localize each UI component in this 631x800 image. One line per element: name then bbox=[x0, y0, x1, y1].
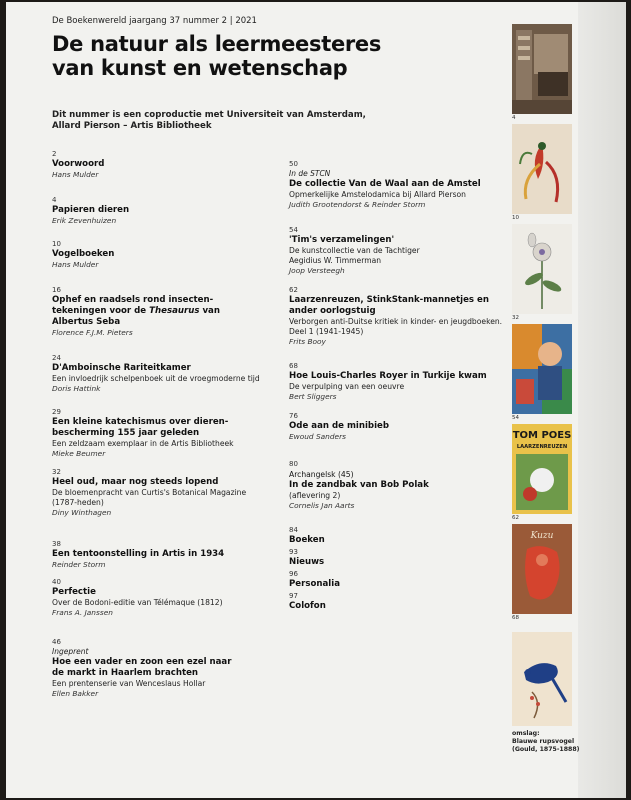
toc-entry-author: Erik Zevenhuizen bbox=[52, 216, 117, 225]
thumbnail-kuzu-cover bbox=[512, 524, 572, 614]
toc-entry-title: Een tentoonstelling in Artis in 1934 bbox=[52, 549, 225, 559]
thumbnail-kuzu-title: Kuzu bbox=[530, 531, 554, 541]
toc-entry bbox=[52, 240, 280, 270]
toc-entry bbox=[52, 354, 280, 394]
toc-entry-subtitle: Een invloedrijk schelpenboek uit de vroegmoderne tijd bbox=[52, 374, 260, 383]
toc-entry-title: Ophef en raadsels rond insecten- bbox=[52, 295, 214, 305]
toc-page-number: 2 bbox=[52, 150, 57, 158]
toc-page-number: 32 bbox=[52, 468, 61, 476]
toc-entry bbox=[52, 540, 280, 570]
toc-page-number: 38 bbox=[52, 540, 61, 548]
toc-page-number: 68 bbox=[289, 362, 298, 370]
toc-entry-title: Een kleine katechismus over dieren- bbox=[52, 417, 229, 427]
toc-entry-title: De collectie Van de Waal aan de Amstel bbox=[289, 179, 481, 189]
toc-entry-author: Ellen Bakker bbox=[52, 689, 99, 698]
cover-caption-line: omslag: bbox=[512, 730, 540, 737]
thumbnail-tom-poes-title: TOM POES bbox=[512, 430, 572, 441]
toc-entry-subtitle: De bloemenpracht van Curtis's Botanical Magazine bbox=[52, 488, 247, 497]
toc-entry-author: Mieke Beumer bbox=[52, 449, 106, 458]
toc-entry-author: Doris Hattink bbox=[52, 384, 101, 393]
thumbnail-bird-illustration bbox=[512, 124, 572, 214]
toc-entry-title: Archangelsk (45) bbox=[289, 470, 354, 479]
toc-entry bbox=[289, 160, 514, 210]
adjacent-page-edge bbox=[578, 2, 626, 798]
toc-entry-subtitle: De verpulping van een oeuvre bbox=[289, 382, 405, 391]
toc-entry bbox=[52, 408, 280, 459]
magazine-page bbox=[6, 2, 626, 798]
toc-entry-author: Cornelis Jan Aarts bbox=[289, 501, 355, 510]
toc-page-number: 46 bbox=[52, 638, 61, 646]
toc-entry bbox=[289, 286, 514, 347]
thumbnail-painting bbox=[512, 324, 572, 414]
toc-entry bbox=[289, 592, 514, 612]
thumbnail-cover-blue-bird bbox=[512, 632, 572, 726]
toc-entry-title: In de zandbak van Bob Polak bbox=[289, 480, 429, 490]
toc-page-number: 16 bbox=[52, 286, 61, 294]
toc-entry-author: Bert Sliggers bbox=[289, 392, 337, 401]
cover-caption bbox=[512, 730, 579, 754]
toc-entry-author: Ewoud Sanders bbox=[289, 432, 346, 441]
thumbnail-page-label: 4 bbox=[512, 115, 516, 121]
toc-entry-subtitle: Verborgen anti-Duitse kritiek in kinder- en jeugdboeken. bbox=[289, 317, 503, 326]
toc-entry-subtitle: Een prentenserie van Wenceslaus Hollar bbox=[52, 679, 206, 688]
toc-entry-title: Papieren dieren bbox=[52, 205, 130, 215]
toc-entry-title: Hoe een vader en zoon een ezel naar bbox=[52, 657, 232, 667]
thumbnail-botanical-plate bbox=[512, 224, 572, 314]
thumbnail-library-photo bbox=[512, 24, 572, 114]
title-line-2: van kunst en wetenschap bbox=[52, 56, 348, 80]
thumbnail-page-label: 10 bbox=[512, 215, 519, 221]
masthead: De Boekenwereld jaargang 37 nummer 2 | 2021 bbox=[52, 16, 257, 26]
thumbnail-page-label: 62 bbox=[512, 515, 519, 521]
toc-entry-title: Boeken bbox=[289, 535, 325, 545]
intro-line-1: Dit nummer is een coproductie met Universiteit van Amsterdam, bbox=[52, 110, 366, 120]
toc-page-number: 84 bbox=[289, 526, 298, 534]
thumbnail-tom-poes-subtitle: LAARZENREUZEN bbox=[516, 444, 568, 450]
toc-entry-author: Frans A. Janssen bbox=[52, 608, 113, 617]
toc-entry bbox=[289, 548, 514, 568]
toc-page-number: 10 bbox=[52, 240, 61, 248]
toc-entry bbox=[52, 578, 280, 618]
toc-entry bbox=[289, 362, 514, 402]
toc-entry-title: de markt in Haarlem brachten bbox=[52, 668, 199, 678]
toc-entry-title: ander oorlogstuig bbox=[289, 306, 376, 316]
toc-entry-title: Voorwoord bbox=[52, 159, 105, 169]
toc-entry-title: Ode aan de minibieb bbox=[289, 421, 389, 431]
toc-entry bbox=[289, 570, 514, 590]
toc-entry-title: bescherming 155 jaar geleden bbox=[52, 428, 200, 438]
title-line-1: De natuur als leermeesteres bbox=[52, 32, 382, 56]
toc-entry-title: Heel oud, maar nog steeds lopend bbox=[52, 477, 219, 487]
toc-page-number: 96 bbox=[289, 570, 298, 578]
toc-entry bbox=[52, 196, 280, 226]
toc-entry bbox=[52, 286, 280, 338]
toc-page-number: 50 bbox=[289, 160, 298, 168]
toc-entry bbox=[52, 150, 280, 180]
toc-entry bbox=[289, 226, 514, 276]
toc-entry-subtitle: Een zeldzaam exemplaar in de Artis Bibliotheek bbox=[52, 439, 234, 448]
toc-entry bbox=[52, 638, 280, 699]
toc-entry-title: Laarzenreuzen, StinkStank-mannetjes en bbox=[289, 295, 489, 305]
toc-entry-author: Frits Booy bbox=[289, 337, 326, 346]
toc-entry-subtitle: Aegidius W. Timmerman bbox=[289, 256, 382, 265]
toc-entry-subtitle: (1787-heden) bbox=[52, 498, 104, 507]
toc-entry-subtitle: De kunstcollectie van de Tachtiger bbox=[289, 246, 420, 255]
toc-entry-title: Perfectie bbox=[52, 587, 96, 597]
toc-page-number: 62 bbox=[289, 286, 298, 294]
toc-entry-title: tekeningen voor de Thesaurus van bbox=[52, 306, 220, 316]
toc-page-number: 4 bbox=[52, 196, 57, 204]
thumbnail-tom-poes-cover bbox=[512, 424, 572, 514]
toc-page-number: 40 bbox=[52, 578, 61, 586]
toc-page-number: 54 bbox=[289, 226, 298, 234]
toc-entry bbox=[289, 460, 514, 511]
toc-entry-author: Reinder Storm bbox=[52, 560, 106, 569]
toc-entry-subtitle: Over de Bodoni-editie van Télémaque (1812) bbox=[52, 598, 223, 607]
toc-entry-title: Albertus Seba bbox=[52, 317, 121, 327]
toc-entry-title: Hoe Louis-Charles Royer in Turkije kwam bbox=[289, 371, 487, 381]
intro-line-2: Allard Pierson – Artis Bibliotheek bbox=[52, 121, 212, 131]
toc-entry-subtitle: (aflevering 2) bbox=[289, 491, 341, 500]
toc-entry-subtitle: Deel 1 (1941-1945) bbox=[289, 327, 364, 336]
toc-page-number: 29 bbox=[52, 408, 61, 416]
toc-entry bbox=[289, 412, 514, 442]
toc-page-number: 93 bbox=[289, 548, 298, 556]
toc-entry-title: Nieuws bbox=[289, 557, 325, 567]
cover-caption-line: (Gould, 1875-1888) bbox=[512, 746, 580, 753]
toc-page-number: 80 bbox=[289, 460, 298, 468]
thumbnail-page-label: 32 bbox=[512, 315, 519, 321]
toc-entry-author: Florence F.J.M. Pieters bbox=[52, 328, 133, 337]
toc-page-number: 24 bbox=[52, 354, 61, 362]
toc-entry bbox=[52, 468, 280, 518]
toc-entry-subtitle: Opmerkelijke Amstelodamica bij Allard Pierson bbox=[289, 190, 466, 199]
toc-entry-author: Judith Grootendorst & Reinder Storm bbox=[289, 200, 426, 209]
toc-entry-author: Hans Mulder bbox=[52, 170, 99, 179]
toc-entry-title: Personalia bbox=[289, 579, 340, 589]
toc-entry-title: Colofon bbox=[289, 601, 326, 611]
thumbnail-page-label: 68 bbox=[512, 615, 519, 621]
toc-entry-title: 'Tim's verzamelingen' bbox=[289, 235, 395, 245]
thumbnail-page-label: 54 bbox=[512, 415, 519, 421]
toc-entry-title: D'Amboinsche Rariteitkamer bbox=[52, 363, 191, 373]
toc-section-kicker: Ingeprent bbox=[52, 647, 89, 656]
toc-entry bbox=[289, 526, 514, 546]
toc-entry-title: Vogelboeken bbox=[52, 249, 115, 259]
toc-entry-author: Joop Versteegh bbox=[289, 266, 345, 275]
cover-caption-line: Blauwe rupsvogel bbox=[512, 738, 575, 745]
page-title bbox=[52, 32, 381, 80]
toc-page-number: 97 bbox=[289, 592, 298, 600]
intro-text bbox=[52, 110, 366, 132]
toc-entry-author: Diny Winthagen bbox=[52, 508, 112, 517]
toc-section-kicker: In de STCN bbox=[289, 169, 331, 178]
toc-page-number: 76 bbox=[289, 412, 298, 420]
toc-entry-author: Hans Mulder bbox=[52, 260, 99, 269]
